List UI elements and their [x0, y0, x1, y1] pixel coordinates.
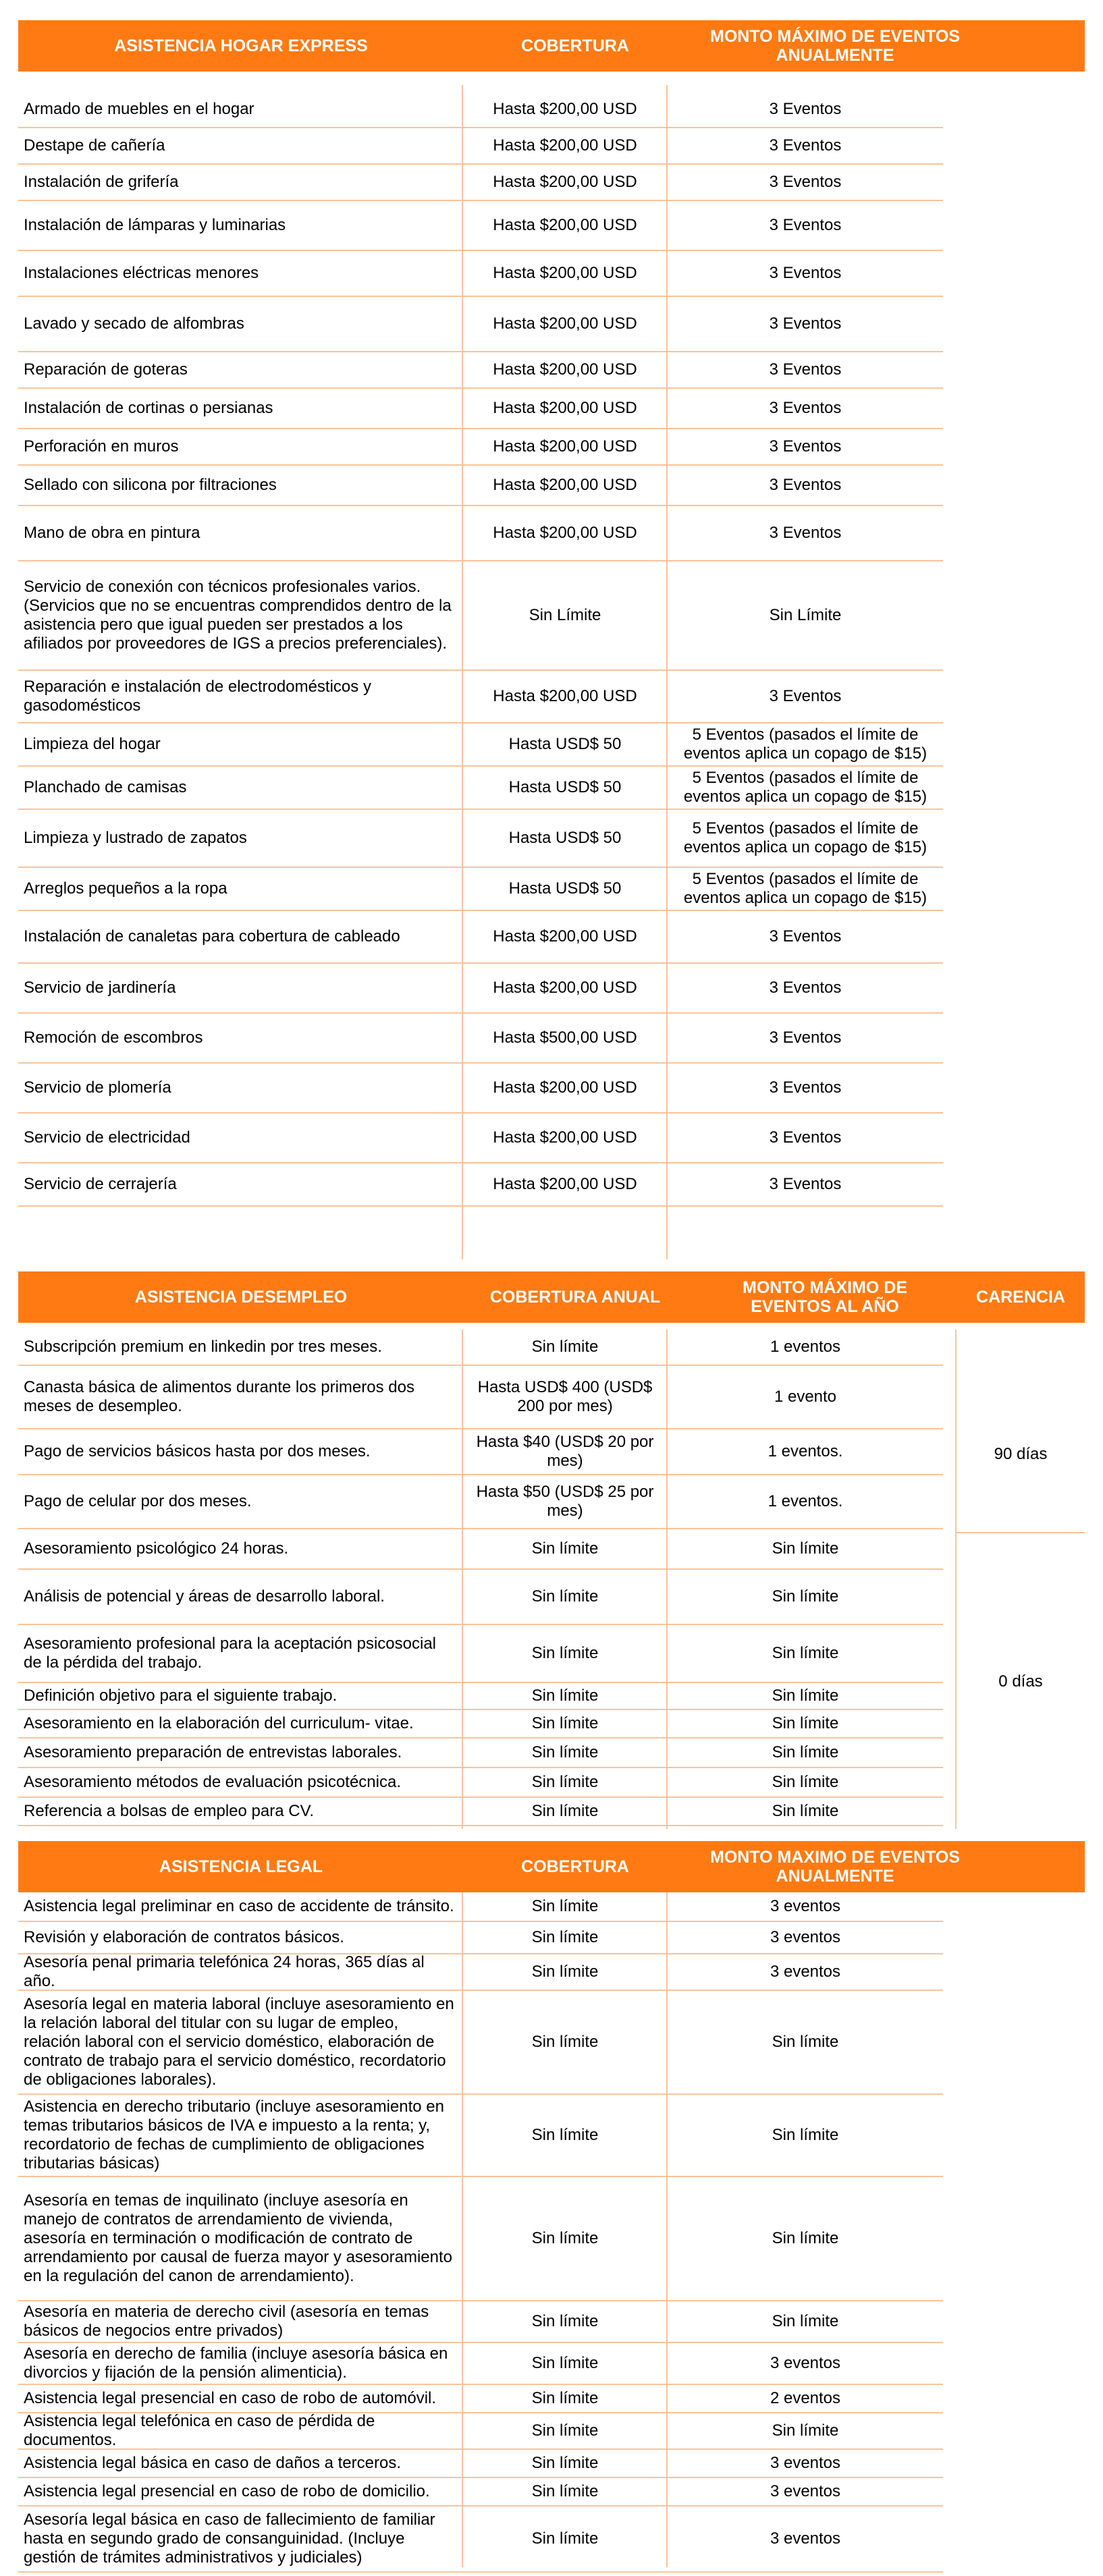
- hogar-events-value: 5 Eventos (pasados el límite de eventos aplica un copago de $15): [683, 819, 927, 856]
- desempleo-table-row: [18, 1798, 943, 1826]
- hogar-events-value: 3 Eventos: [769, 100, 842, 118]
- hogar-table-row: [18, 92, 943, 128]
- hogar-header-events: MONTO MÁXIMO DE EVENTOS ANUALMENTE: [710, 27, 960, 65]
- desempleo-coverage-value: Sin límite: [531, 1773, 599, 1791]
- desempleo-header-row: [18, 1271, 1085, 1323]
- legal-table-row: [18, 2450, 943, 2478]
- desempleo-coverage-value: Hasta $50 (USD$ 25 por mes): [476, 1483, 654, 1520]
- hogar-events-value: 3 Eventos: [769, 927, 842, 946]
- hogar-coverage-value: Hasta $200,00 USD: [493, 979, 637, 997]
- legal-table-row: [18, 2095, 943, 2177]
- hogar-header-row: [18, 20, 1085, 72]
- hogar-service-name: Planchado de camisas: [24, 778, 187, 796]
- hogar-table-row: [18, 561, 943, 671]
- hogar-service-name: Instalación de cortinas o persianas: [24, 399, 273, 417]
- hogar-table-row: [18, 1064, 943, 1114]
- hogar-header-service: ASISTENCIA HOGAR EXPRESS: [114, 36, 368, 55]
- desempleo-table-row: [18, 1683, 943, 1710]
- desempleo-table-row: [18, 1330, 943, 1366]
- legal-table-row: [18, 2478, 943, 2506]
- hogar-events-value: 3 Eventos: [769, 314, 842, 333]
- hogar-coverage-value: Sin Límite: [529, 606, 601, 624]
- hogar-events-value: 3 Eventos: [769, 1128, 842, 1147]
- legal-header-row: [18, 1841, 1085, 1892]
- hogar-coverage-value: Hasta $200,00 USD: [493, 1128, 637, 1147]
- legal-events-value: 3 eventos: [770, 1897, 841, 1915]
- desempleo-coverage-value: Sin límite: [531, 1338, 599, 1356]
- legal-events-value: 3 eventos: [770, 2482, 841, 2500]
- desempleo-table-row: [18, 1429, 943, 1475]
- hogar-table-row: [18, 723, 943, 767]
- hogar-table-row: [18, 128, 943, 165]
- desempleo-service-name: Asesoramiento preparación de entrevistas laborales.: [24, 1743, 402, 1761]
- desempleo-service-name: Asesoramiento en la elaboración del curriculum- vitae.: [24, 1714, 414, 1732]
- desempleo-table-row: [18, 1570, 943, 1625]
- hogar-table-row: [18, 429, 943, 466]
- hogar-table-row: [18, 251, 943, 297]
- desempleo-header-service: ASISTENCIA DESEMPLEO: [134, 1288, 348, 1307]
- hogar-table-row: [18, 810, 943, 868]
- legal-section: [18, 1841, 1085, 2570]
- legal-coverage-value: Sin límite: [531, 2529, 599, 2548]
- hogar-table-row: [18, 165, 943, 201]
- hogar-service-name: Lavado y secado de alfombras: [24, 314, 244, 333]
- legal-service-name: Asistencia legal presencial en caso de robo de domicilio.: [24, 2482, 430, 2500]
- hogar-events-value: 3 Eventos: [769, 136, 842, 155]
- legal-coverage-value: Sin límite: [531, 2454, 599, 2472]
- hogar-events-value: 5 Eventos (pasados el límite de eventos aplica un copago de $15): [683, 769, 927, 806]
- hogar-coverage-value: Hasta $200,00 USD: [493, 360, 637, 379]
- legal-table-row: [18, 2343, 943, 2385]
- desempleo-service-name: Asesoramiento psicológico 24 horas.: [24, 1539, 289, 1558]
- hogar-coverage-value: Hasta $200,00 USD: [493, 216, 637, 234]
- legal-coverage-value: Sin límite: [531, 2354, 599, 2372]
- hogar-events-value: 5 Eventos (pasados el límite de eventos aplica un copago de $15): [683, 870, 927, 907]
- legal-header-events: MONTO MAXIMO DE EVENTOS ANUALMENTE: [710, 1848, 960, 1886]
- hogar-table-row: [18, 1114, 943, 1163]
- hogar-events-value: 3 Eventos: [769, 399, 842, 417]
- desempleo-coverage-value: Sin límite: [531, 1644, 599, 1662]
- legal-table-row: [18, 1922, 943, 1954]
- legal-events-value: Sin límite: [772, 2126, 839, 2144]
- desempleo-coverage-value: Sin límite: [531, 1687, 599, 1705]
- legal-service-name: Asistencia legal preliminar en caso de accidente de tránsito.: [24, 1897, 454, 1915]
- hogar-events-value: 3 Eventos: [769, 524, 842, 542]
- hogar-table-row: [18, 868, 943, 911]
- hogar-service-name: Perforación en muros: [24, 437, 179, 456]
- hogar-rows: [18, 92, 943, 1207]
- desempleo-events-value: 1 evento: [774, 1388, 837, 1406]
- hogar-events-value: 3 Eventos: [769, 173, 842, 191]
- desempleo-service-name: Canasta básica de alimentos durante los primeros dos meses de desempleo.: [24, 1378, 414, 1415]
- hogar-events-value: 3 Eventos: [769, 979, 842, 997]
- hogar-events-value: 3 Eventos: [769, 1175, 842, 1193]
- hogar-events-value: 3 Eventos: [769, 1078, 842, 1097]
- desempleo-events-value: 1 eventos: [770, 1338, 841, 1356]
- desempleo-events-value: 1 eventos.: [768, 1492, 843, 1510]
- hogar-table-row: [18, 1014, 943, 1064]
- legal-events-value: 3 eventos: [770, 2454, 841, 2472]
- legal-table-row: [18, 2177, 943, 2301]
- legal-service-name: Asesoría en temas de inquilinato (incluye asesoría en manejo de contratos de arrendamiento de vivienda, asesoría en terminación o modificación de contrato de arrendamiento por causal de fuerza mayor y asesoramiento en la regulación del canon de arrendamiento).: [24, 2191, 452, 2285]
- hogar-service-name: Servicio de conexión con técnicos profesionales varios. (Servicios que no se encuentras comprendidos dentro de la asistencia pero que igual pueden ser prestados a los afiliados por proveedores de IGS a precios preferenciales).: [24, 578, 452, 653]
- hogar-service-name: Instalación de grifería: [24, 173, 179, 191]
- legal-service-name: Asesoría legal en materia laboral (incluye asesoramiento en la relación laboral del titular con su lugar de empleo, relación laboral con el servicio doméstico, elaboración de contrato de trabajo para el servicio doméstico, recordatorio de obligaciones laborales).: [24, 1995, 454, 2089]
- desempleo-coverage-value: Sin límite: [531, 1714, 599, 1732]
- desempleo-header-coverage: COBERTURA ANUAL: [489, 1288, 661, 1307]
- carencia-0-dias: 0 días: [957, 1532, 1085, 1830]
- desempleo-service-name: Referencia a bolsas de empleo para CV.: [24, 1802, 315, 1820]
- hogar-events-value: 3 Eventos: [769, 687, 842, 705]
- legal-table-row: [18, 2413, 943, 2450]
- hogar-coverage-value: Hasta $200,00 USD: [493, 100, 637, 118]
- desempleo-coverage-value: Sin límite: [531, 1743, 599, 1761]
- legal-table-row: [18, 2506, 943, 2573]
- desempleo-table-row: [18, 1529, 943, 1570]
- desempleo-header-events: MONTO MÁXIMO DE EVENTOS AL AÑO: [743, 1278, 907, 1316]
- hogar-events-value: 5 Eventos (pasados el límite de eventos aplica un copago de $15): [683, 725, 927, 763]
- hogar-coverage-value: Hasta $200,00 USD: [493, 927, 637, 946]
- hogar-coverage-value: Hasta $200,00 USD: [493, 687, 637, 705]
- hogar-table-row: [18, 389, 943, 429]
- legal-service-name: Asesoría en materia de derecho civil (asesoría en temas básicos de negocios entre privados): [24, 2303, 429, 2340]
- hogar-events-value: 3 Eventos: [769, 1029, 842, 1047]
- desempleo-table-row: [18, 1366, 943, 1429]
- desempleo-service-name: Subscripción premium en linkedin por tres meses.: [24, 1338, 382, 1356]
- hogar-events-value: 3 Eventos: [769, 360, 842, 379]
- hogar-service-name: Instalación de canaletas para cobertura de cableado: [24, 927, 400, 946]
- hogar-table-row: [18, 297, 943, 352]
- legal-coverage-value: Sin límite: [531, 2126, 599, 2144]
- legal-coverage-value: Sin límite: [531, 2033, 599, 2051]
- desempleo-service-name: Pago de servicios básicos hasta por dos meses.: [24, 1442, 371, 1460]
- desempleo-coverage-value: Sin límite: [531, 1539, 599, 1558]
- hogar-table-row: [18, 911, 943, 964]
- legal-rows: [18, 1892, 943, 2573]
- desempleo-events-value: Sin límite: [772, 1539, 839, 1558]
- legal-events-value: 3 eventos: [770, 1928, 841, 1946]
- desempleo-service-name: Asesoramiento profesional para la aceptación psicosocial de la pérdida del trabajo.: [24, 1635, 437, 1672]
- hogar-coverage-value: Hasta $200,00 USD: [493, 136, 637, 155]
- desempleo-coverage-value: Sin límite: [531, 1587, 599, 1606]
- hogar-service-name: Remoción de escombros: [24, 1029, 203, 1047]
- hogar-service-name: Servicio de jardinería: [24, 979, 176, 997]
- hogar-coverage-value: Hasta $200,00 USD: [493, 264, 637, 282]
- hogar-events-value: Sin Límite: [769, 606, 842, 624]
- legal-coverage-value: Sin límite: [531, 2421, 599, 2440]
- desempleo-table-row: [18, 1475, 943, 1529]
- hogar-service-name: Instalación de lámparas y luminarias: [24, 216, 286, 234]
- desempleo-section: [18, 1271, 1085, 1838]
- hogar-table-row: [18, 767, 943, 810]
- desempleo-events-value: Sin límite: [772, 1644, 839, 1662]
- desempleo-table-row: [18, 1768, 943, 1798]
- hogar-table-row: [18, 201, 943, 251]
- hogar-coverage-value: Hasta $200,00 USD: [493, 524, 637, 542]
- legal-service-name: Asesoría penal primaria telefónica 24 horas, 365 días al año.: [24, 1953, 425, 1990]
- desempleo-events-value: Sin límite: [772, 1714, 839, 1732]
- legal-table-row: [18, 1954, 943, 1991]
- legal-table-row: [18, 2385, 943, 2413]
- legal-coverage-value: Sin límite: [531, 2389, 599, 2407]
- legal-events-value: 2 eventos: [770, 2389, 841, 2407]
- hogar-section: [18, 20, 1085, 1269]
- legal-coverage-value: Sin límite: [531, 1928, 599, 1946]
- hogar-coverage-value: Hasta $200,00 USD: [493, 1175, 637, 1193]
- hogar-table-row: [18, 352, 943, 389]
- hogar-coverage-value: Hasta $500,00 USD: [493, 1029, 637, 1047]
- desempleo-service-name: Definición objetivo para el siguiente trabajo.: [24, 1687, 338, 1705]
- hogar-table-row: [18, 506, 943, 561]
- hogar-events-value: 3 Eventos: [769, 264, 842, 282]
- hogar-service-name: Reparación de goteras: [24, 360, 188, 379]
- desempleo-coverage-value: Sin límite: [531, 1802, 599, 1820]
- desempleo-table-row: [18, 1738, 943, 1768]
- hogar-header-coverage: COBERTURA: [521, 36, 629, 55]
- desempleo-service-name: Asesoramiento métodos de evaluación psicotécnica.: [24, 1773, 401, 1791]
- legal-events-value: Sin límite: [772, 2421, 839, 2440]
- legal-coverage-value: Sin límite: [531, 1897, 599, 1915]
- hogar-service-name: Instalaciones eléctricas menores: [24, 264, 259, 282]
- legal-service-name: Asistencia legal presencial en caso de robo de automóvil.: [24, 2389, 437, 2407]
- legal-events-value: Sin límite: [772, 2229, 839, 2247]
- desempleo-events-value: Sin límite: [772, 1587, 839, 1606]
- desempleo-table-row: [18, 1710, 943, 1738]
- desempleo-header-carencia: CARENCIA: [976, 1288, 1065, 1307]
- hogar-coverage-value: Hasta USD$ 50: [508, 829, 622, 847]
- legal-table-row: [18, 1991, 943, 2095]
- hogar-coverage-value: Hasta USD$ 50: [508, 879, 622, 898]
- legal-coverage-value: Sin límite: [531, 2229, 599, 2247]
- hogar-table-row: [18, 1163, 943, 1207]
- hogar-table-row: [18, 466, 943, 506]
- legal-events-value: Sin límite: [772, 2312, 839, 2330]
- carencia-90-dias: 90 días: [994, 1445, 1048, 1463]
- hogar-coverage-value: Hasta USD$ 50: [508, 778, 622, 796]
- hogar-service-name: Servicio de cerrajería: [24, 1175, 177, 1193]
- legal-table-row: [18, 1892, 943, 1922]
- hogar-table-row: [18, 671, 943, 723]
- hogar-service-name: Mano de obra en pintura: [24, 524, 200, 542]
- legal-service-name: Asistencia legal básica en caso de daños a terceros.: [24, 2454, 401, 2472]
- desempleo-events-value: Sin límite: [772, 1802, 839, 1820]
- legal-header-coverage: COBERTURA: [521, 1857, 629, 1876]
- hogar-events-value: 3 Eventos: [769, 437, 842, 456]
- desempleo-coverage-value: Hasta $40 (USD$ 20 por mes): [476, 1433, 654, 1470]
- hogar-service-name: Destape de cañería: [24, 136, 165, 155]
- legal-coverage-value: Sin límite: [531, 2482, 599, 2500]
- legal-events-value: 3 eventos: [770, 1963, 841, 1981]
- hogar-service-name: Reparación e instalación de electrodomésticos y gasodomésticos: [24, 678, 371, 715]
- desempleo-events-value: Sin límite: [772, 1687, 839, 1705]
- hogar-events-value: 3 Eventos: [769, 216, 842, 234]
- legal-events-value: Sin límite: [772, 2033, 839, 2051]
- desempleo-service-name: Pago de celular por dos meses.: [24, 1492, 252, 1510]
- hogar-service-name: Arreglos pequeños a la ropa: [24, 879, 227, 898]
- hogar-service-name: Servicio de electricidad: [24, 1128, 190, 1147]
- hogar-coverage-value: Hasta $200,00 USD: [493, 399, 637, 417]
- hogar-coverage-value: Hasta $200,00 USD: [493, 173, 637, 191]
- desempleo-service-name: Análisis de potencial y áreas de desarrollo laboral.: [24, 1587, 385, 1606]
- hogar-coverage-value: Hasta $200,00 USD: [493, 437, 637, 456]
- hogar-service-name: Limpieza y lustrado de zapatos: [24, 829, 247, 847]
- hogar-coverage-value: Hasta $200,00 USD: [493, 476, 637, 494]
- legal-service-name: Revisión y elaboración de contratos básicos.: [24, 1928, 344, 1946]
- hogar-table-row: [18, 964, 943, 1014]
- desempleo-events-value: Sin límite: [772, 1773, 839, 1791]
- legal-events-value: 3 eventos: [770, 2529, 841, 2548]
- hogar-coverage-value: Hasta $200,00 USD: [493, 1078, 637, 1097]
- hogar-service-name: Sellado con silicona por filtraciones: [24, 476, 277, 494]
- desempleo-events-value: 1 eventos.: [768, 1442, 843, 1460]
- legal-coverage-value: Sin límite: [531, 2312, 599, 2330]
- legal-service-name: Asistencia en derecho tributario (incluye asesoramiento en temas tributarios básicos de IVA e impuesto a la renta; y, recordatorio de fechas de cumplimiento de obligaciones tributarias básicas): [24, 2098, 445, 2172]
- legal-events-value: 3 eventos: [770, 2354, 841, 2372]
- desempleo-coverage-value: Hasta USD$ 400 (USD$ 200 por mes): [477, 1378, 653, 1415]
- hogar-coverage-value: Hasta $200,00 USD: [493, 314, 637, 333]
- desempleo-table-row: [18, 1625, 943, 1683]
- hogar-coverage-value: Hasta USD$ 50: [508, 735, 622, 753]
- hogar-service-name: Servicio de plomería: [24, 1078, 171, 1097]
- hogar-events-value: 3 Eventos: [769, 476, 842, 494]
- legal-header-service: ASISTENCIA LEGAL: [159, 1857, 323, 1876]
- desempleo-events-value: Sin límite: [772, 1743, 839, 1761]
- hogar-service-name: Limpieza del hogar: [24, 735, 161, 753]
- desempleo-rows: [18, 1330, 943, 1826]
- legal-table-row: [18, 2301, 943, 2343]
- legal-coverage-value: Sin límite: [531, 1963, 599, 1981]
- legal-service-name: Asesoría legal básica en caso de fallecimiento de familiar hasta en segundo grado de consanguinidad. (Incluye gestión de trámites administrativos y judiciales): [24, 2511, 435, 2567]
- legal-service-name: Asesoría en derecho de familia (incluye asesoría básica en divorcios y fijación de la pensión alimenticia).: [24, 2345, 448, 2382]
- hogar-service-name: Armado de muebles en el hogar: [24, 100, 254, 118]
- legal-service-name: Asistencia legal telefónica en caso de pérdida de documentos.: [24, 2412, 375, 2449]
